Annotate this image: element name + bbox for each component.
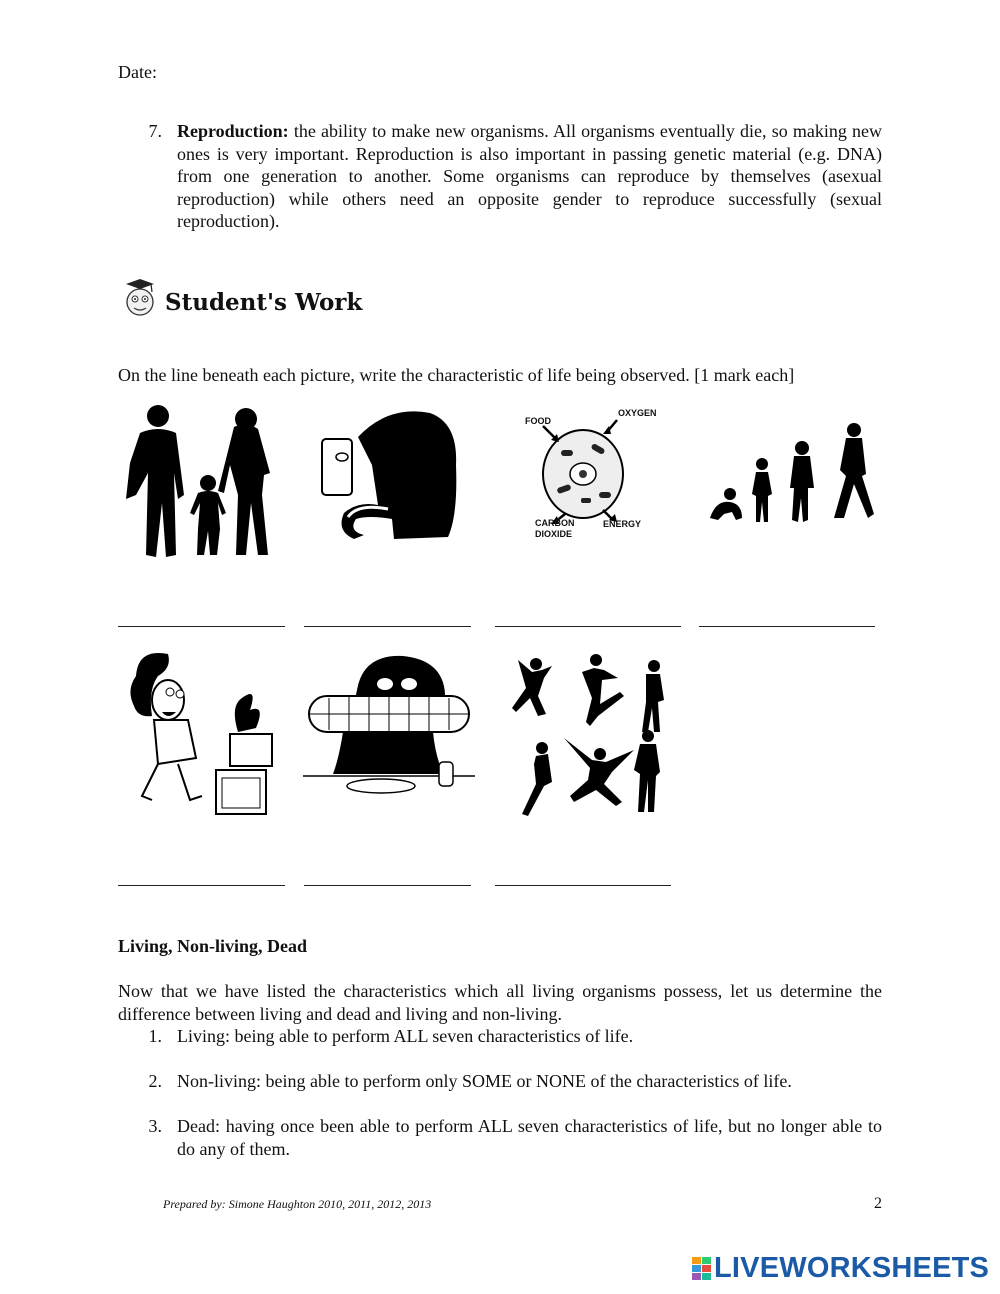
answer-line[interactable] — [699, 626, 875, 627]
food-label: FOOD — [525, 416, 551, 426]
lnd-heading: Living, Non-living, Dead — [118, 936, 308, 956]
instruction-text: On the line beneath each picture, write the characteristic of life being observed. [1 mark each] — [118, 365, 795, 385]
oxygen-label: OXYGEN — [618, 408, 657, 418]
answer-line[interactable] — [495, 626, 681, 627]
lnd-item-text: Living: being able to perform ALL seven characteristics of life. — [177, 1026, 634, 1046]
student-work-heading: Student's Work — [165, 289, 363, 316]
carbon-label: CARBON — [535, 518, 575, 528]
prepared-by: Prepared by: Simone Haughton 2010, 2011, 2012, 2013 — [163, 1197, 432, 1211]
reproduction-definition: the ability to make new organisms. All organisms eventually die, so making new ones is very important. Reproduction is also important in passing genetic material (e.g. DNA) from one generation to another. Some organisms can reproduce by themselves (asexual reproduction) while others need an opposite gender to reproduce successfully (sexual reproduction). — [177, 121, 883, 231]
reproduction-term: Reproduction: — [177, 121, 289, 141]
lnd-item-text: Dead: having once been able to perform ALL seven characteristics of life, but no longer able to do any of them. — [177, 1116, 882, 1159]
answer-line[interactable] — [118, 885, 285, 886]
lnd-item — [118, 1070, 882, 1093]
lnd-item — [118, 1115, 882, 1160]
growth-stages-image — [702, 418, 880, 528]
student-face-icon — [118, 278, 162, 318]
toilet-monster-image — [318, 405, 468, 545]
family-silhouette-image — [118, 403, 288, 563]
dancers-silhouette-image — [508, 652, 674, 820]
answer-line[interactable] — [304, 626, 471, 627]
cell-respiration-diagram — [521, 406, 663, 542]
liveworksheets-logo-icon — [692, 1255, 712, 1283]
liveworksheets-watermark: LIVEWORKSHEETS — [714, 1252, 990, 1284]
lnd-item — [118, 1025, 882, 1048]
dioxide-label: DIOXIDE — [535, 529, 573, 539]
answer-line[interactable] — [118, 626, 285, 627]
reproduction-item — [118, 120, 882, 233]
eating-corn-image — [303, 650, 478, 800]
item-number: 2. — [148, 1071, 162, 1091]
answer-line[interactable] — [495, 885, 671, 886]
lnd-intro: Now that we have listed the characteristics which all living organisms possess, let us determine the difference between living and dead and living and non-living. — [118, 981, 882, 1024]
date-label: Date: — [118, 62, 157, 82]
item-number: 7. — [148, 121, 162, 141]
answer-line[interactable] — [304, 885, 471, 886]
item-number: 1. — [148, 1026, 162, 1046]
page-number: 2 — [874, 1195, 882, 1212]
startled-person-image — [118, 646, 278, 816]
item-number: 3. — [148, 1116, 162, 1136]
energy-label: ENERGY — [603, 519, 642, 529]
lnd-item-text: Non-living: being able to perform only SOME or NONE of the characteristics of life. — [177, 1071, 792, 1091]
